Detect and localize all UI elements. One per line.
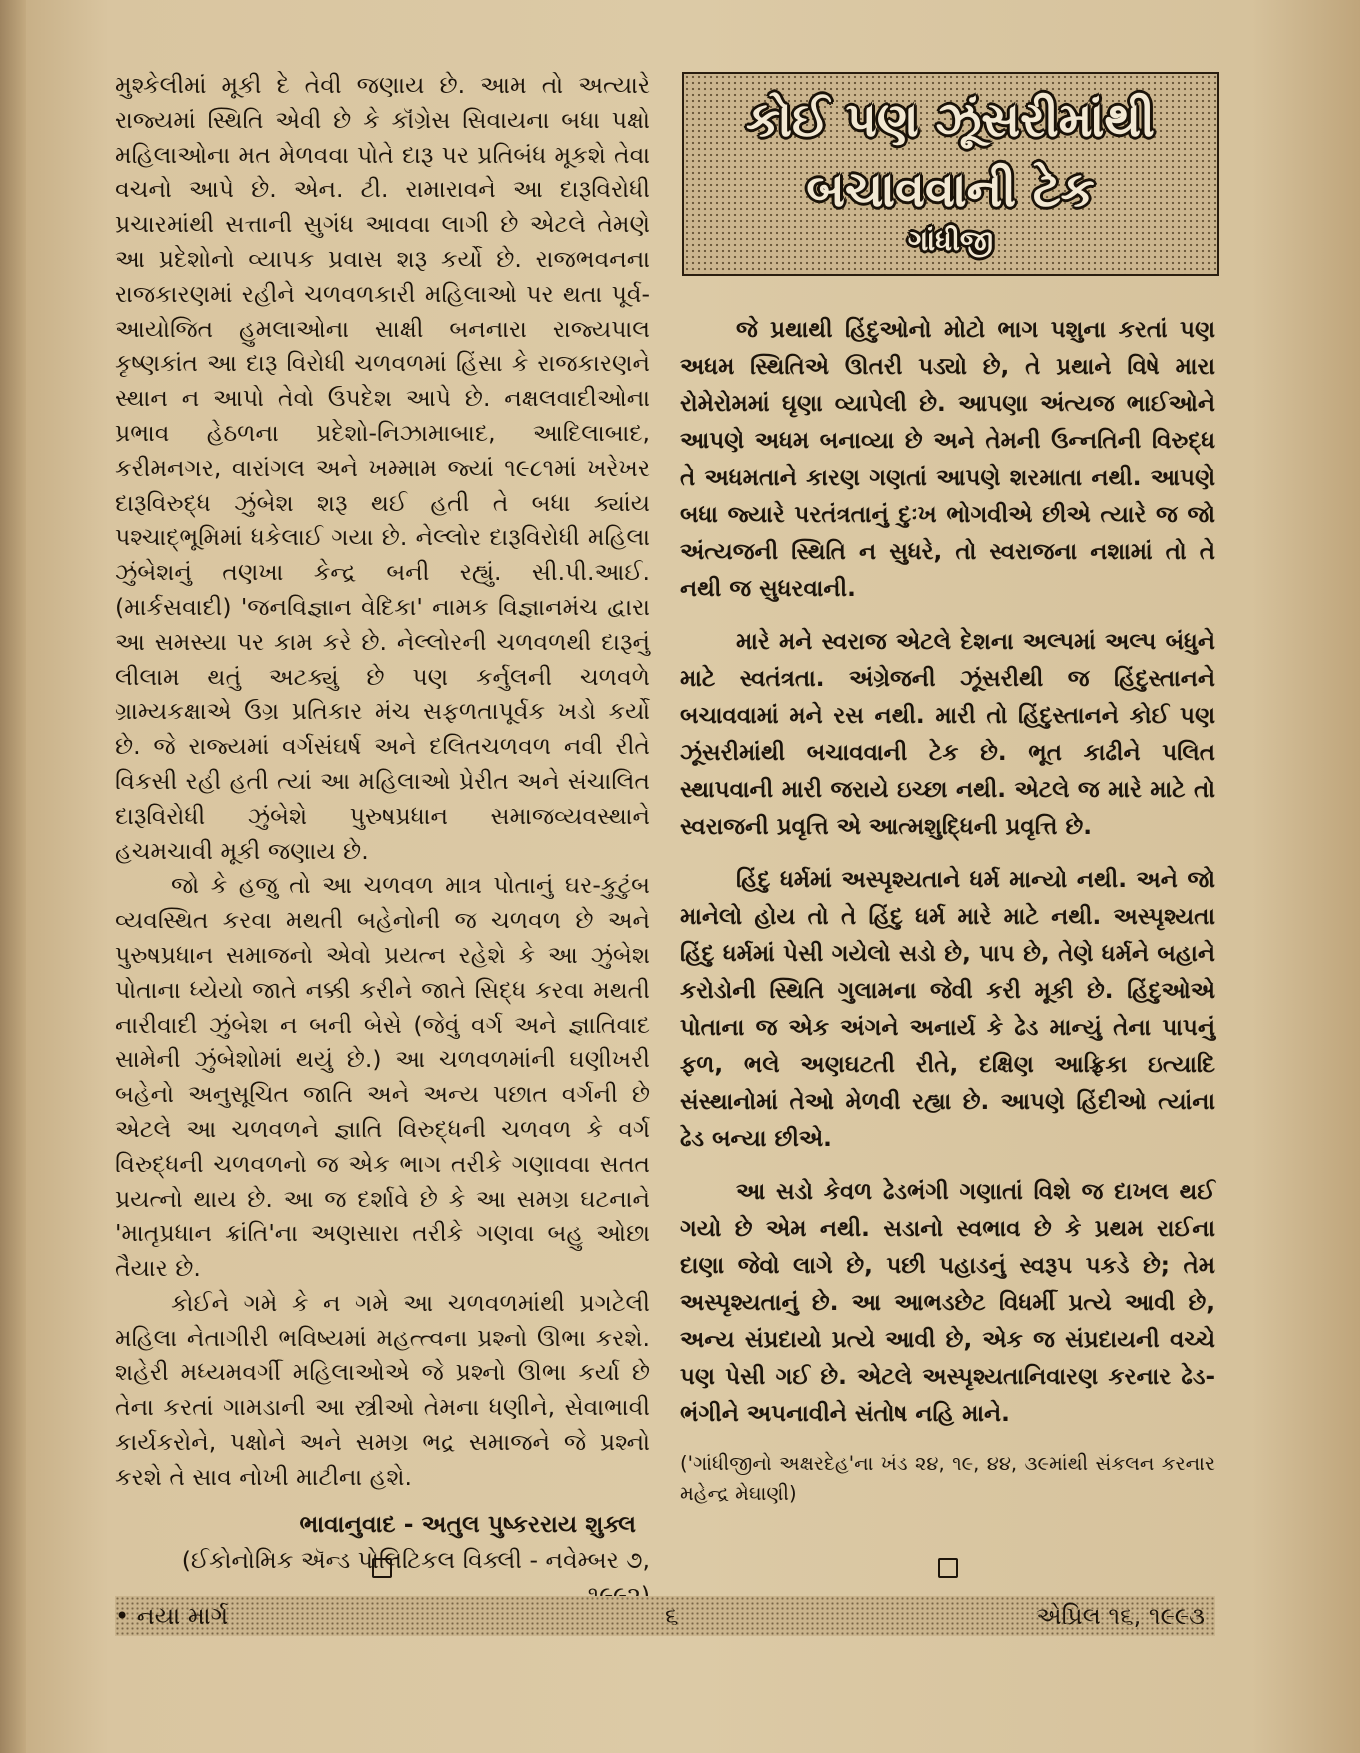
left-article-column	[115, 68, 650, 1613]
footer-page-number: ૬	[665, 1602, 679, 1630]
right-article-end-mark	[938, 1558, 958, 1578]
source-citation: (ઈકોનોમિક ઍન્ડ પોલિટિકલ વિક્લી - નવેમ્બર ૭,	[181, 1546, 650, 1575]
article-title-line-1: કોઈ પણ ઝૂંસરીમાંથી	[746, 92, 1155, 148]
translator-credit: ભાવાનુવાદ - અતુલ પુષ્કરરાય શુક્લ	[299, 1509, 636, 1538]
page-footer	[115, 1596, 1215, 1636]
footer-issue-date: એપ્રિલ ૧૬, ૧૯૯૩	[1036, 1602, 1205, 1630]
article-title-line-2: બચાવવાની ટેક	[806, 162, 1095, 218]
left-paragraph-3: કોઈને ગમે કે ન ગમે આ ચળવળમાંથી પ્રગટેલી મહિલા નેતાગીરી ભવિષ્યમાં મહત્ત્વના પ્રશ્નો ઊભા કરશે. શહેરી મધ્યમવર્ગી મહિલાઓએ જે પ્રશ્નો ઊભા કર્યા છે તેના કરતાં ગામડાની આ સ્ત્રીઓ તેમના ધણીને, સેવાભાવી કાર્યકરોને, પક્ષોને અને સમગ્ર ભદ્ર સમાજને જે પ્રશ્નો કરશે તે સાવ નોખી માટીના હશે.	[115, 1288, 650, 1491]
article-author: ગાંધીજી	[907, 224, 994, 257]
article-title-box	[682, 72, 1219, 276]
left-paragraph-1: મુશ્કેલીમાં મૂકી દે તેવી જણાય છે. આમ તો અત્યારે રાજ્યમાં સ્થિતિ એવી છે કે કૉંગ્રેસ સિવાયના બધા પક્ષો મહિલાઓના મત મેળવવા પોતે દારૂ પર પ્રતિબંધ મૂકશે તેવા વચનો આપે છે. એન. ટી. રામારાવને આ દારૂવિરોધી પ્રચારમાંથી સત્તાની સુગંધ આવવા લાગી છે એટલે તેમણે આ પ્રદેશોનો વ્યાપક પ્રવાસ શરૂ કર્યો છે. રાજભવનના રાજકારણમાં રહીને ચળવળકારી મહિલાઓ પર થતા પૂર્વ-આયોજિત હુમલાઓના સાક્ષી બનનારા રાજ્યપાલ કૃષ્ણકાંત આ દારૂ વિરોધી ચળવળમાં હિંસા કે રાજકારણને સ્થાન ન આપો તેવો ઉપદેશ આપે છે. નક્ષલવાદીઓના પ્રભાવ હેઠળના પ્રદેશો-નિઝામાબાદ, આદિલાબાદ, કરીમનગર, વારાંગલ અને ખમ્મામ જ્યાં ૧૯૮૧માં ખરેખર દારૂવિરુદ્ધ ઝુંબેશ શરૂ થઈ હતી તે બધા ક્યાંય પશ્ચાદ્ભૂમિમાં ધકેલાઈ ગયા છે. નેલ્લોર દારૂવિરોધી મહિલા ઝુંબેશનું તણખા કેન્દ્ર બની રહ્યું. સી.પી.આઈ. (માર્કસવાદી) 'જનવિજ્ઞાન વેદિકા' નામક વિજ્ઞાનમંચ દ્વારા આ સમસ્યા પર કામ કરે છે. નેલ્લોરની ચળવળથી દારૂનું લીલામ થતું અટક્યું છે પણ કર્નુલની ચળવળે ગ્રામ્યકક્ષાએ ઉગ્ર પ્રતિકાર મંચ સફળતાપૂર્વક ખડો કર્યો છે. જે રાજ્યમાં વર્ગસંઘર્ષ અને દલિતચળવળ નવી રીતે વિકસી રહી હતી ત્યાં આ મહિલાઓ પ્રેરીત અને સંચાલિત દારૂવિરોધી ઝુંબેશે પુરુષપ્રધાન સમાજવ્યવસ્થાને હચમચાવી મૂકી જણાય છે.	[115, 71, 650, 865]
compilation-note: ('ગાંધીજીનો અક્ષરદેહ'ના ખંડ ૨૪, ૧૯, ૪૪, ૩૯માંથી સંકલન કરનાર મહેન્દ્ર મેઘાણી)	[680, 1452, 1215, 1505]
right-paragraph-1: જે પ્રથાથી હિંદુઓનો મોટો ભાગ પશુના કરતાં પણ અધમ સ્થિતિએ ઊતરી પડ્યો છે, તે પ્રથાને વિષે મારા રોમેરોમમાં ઘૃણા વ્યાપેલી છે. આપણા અંત્યજ ભાઈઓને આપણે અધમ બનાવ્યા છે અને તેમની ઉન્નતિની વિરુદ્ધ તે અધમતાને કારણ ગણતાં આપણે શરમાતા નથી. આપણે બધા જ્યારે પરતંત્રતાનું દુઃખ ભોગવીએ છીએ ત્યારે જ જો અંત્યજની સ્થિતિ ન સુધરે, તો સ્વરાજના નશામાં તો તે નથી જ સુધરવાની.	[680, 317, 1215, 602]
left-paragraph-2: જો કે હજુ તો આ ચળવળ માત્ર પોતાનું ઘર-કુટુંબ વ્યવસ્થિત કરવા મથતી બહેનોની જ ચળવળ છે અને પુરુષપ્રધાન સમાજનો એવો પ્રયત્ન રહેશે કે આ ઝુંબેશ પોતાના ધ્યેયો જાતે નક્કી કરીને જાતે સિદ્ધ કરવા મથતી નારીવાદી ઝુંબેશ ન બની બેસે (જેવું વર્ગ અને જ્ઞાતિવાદ સામેની ઝુંબેશોમાં થયું છે.) આ ચળવળમાંની ઘણીખરી બહેનો અનુસૂચિત જાતિ અને અન્ય પછાત વર્ગની છે એટલે આ ચળવળને જ્ઞાતિ વિરુદ્ધની ચળવળ કે વર્ગ વિરુદ્ધની ચળવળનો જ એક ભાગ તરીકે ગણાવવા સતત પ્રયત્નો થાય છે. આ જ દર્શાવે છે કે આ સમગ્ર ઘટનાને 'માતૃપ્રધાન ક્રાંતિ'ના અણસારા તરીકે ગણવા બહુ ઓછા તૈયાર છે.	[115, 871, 650, 1283]
footer-magazine-name: • નયા માર્ગ	[115, 1602, 229, 1630]
right-article-column	[680, 312, 1215, 1525]
page-binding-edge	[0, 0, 26, 1753]
left-article-end-mark	[372, 1558, 392, 1578]
right-paragraph-2: મારે મને સ્વરાજ એટલે દેશના અલ્પમાં અલ્પ બંધુને માટે સ્વતંત્રતા. અંગ્રેજની ઝૂંસરીથી જ હિંદુસ્તાનને બચાવવામાં મને રસ નથી. મારી તો હિંદુસ્તાનને કોઈ પણ ઝૂંસરીમાંથી બચાવવાની ટેક છે. ભૂત કાઢીને પલિત સ્થાપવાની મારી જરાયે ઇચ્છા નથી. એટલે જ મારે માટે તો સ્વરાજની પ્રવૃત્તિ એ આત્મશુદ્ધિની પ્રવૃત્તિ છે.	[680, 629, 1215, 840]
right-paragraph-3: હિંદુ ધર્મમાં અસ્પૃશ્યતાને ધર્મ માન્યો નથી. અને જો માનેલો હોય તો તે હિંદુ ધર્મ મારે માટે નથી. અસ્પૃશ્યતા હિંદુ ધર્મમાં પેસી ગયેલો સડો છે, પાપ છે, તેણે ધર્મને બહાને કરોડોની સ્થિતિ ગુલામના જેવી કરી મૂકી છે. હિંદુઓએ પોતાના જ એક અંગને અનાર્ય કે ઢેડ માન્યું તેના પાપનું ફળ, ભલે અણઘટતી રીતે, દક્ષિણ આફ્રિકા ઇત્યાદિ સંસ્થાનોમાં તેઓ મેળવી રહ્યા છે. આપણે હિંદીઓ ત્યાંના ઢેડ બન્યા છીએ.	[680, 867, 1215, 1152]
right-paragraph-4: આ સડો કેવળ ઢેડભંગી ગણાતાં વિશે જ દાખલ થઈ ગયો છે એમ નથી. સડાનો સ્વભાવ છે કે પ્રથમ રાઈના દાણા જેવો લાગે છે, પછી પહાડનું સ્વરૂપ પકડે છે; તેમ અસ્પૃશ્યતાનું છે. આ આભડછેટ વિધર્મી પ્રત્યે આવી છે, અન્ય સંપ્રદાયો પ્રત્યે આવી છે, એક જ સંપ્રદાયની વચ્ચે પણ પેસી ગઈ છે. એટલે અસ્પૃશ્યતાનિવારણ કરનાર ઢેડ-ભંગીને અપનાવીને સંતોષ નહિ માને.	[680, 1179, 1215, 1427]
